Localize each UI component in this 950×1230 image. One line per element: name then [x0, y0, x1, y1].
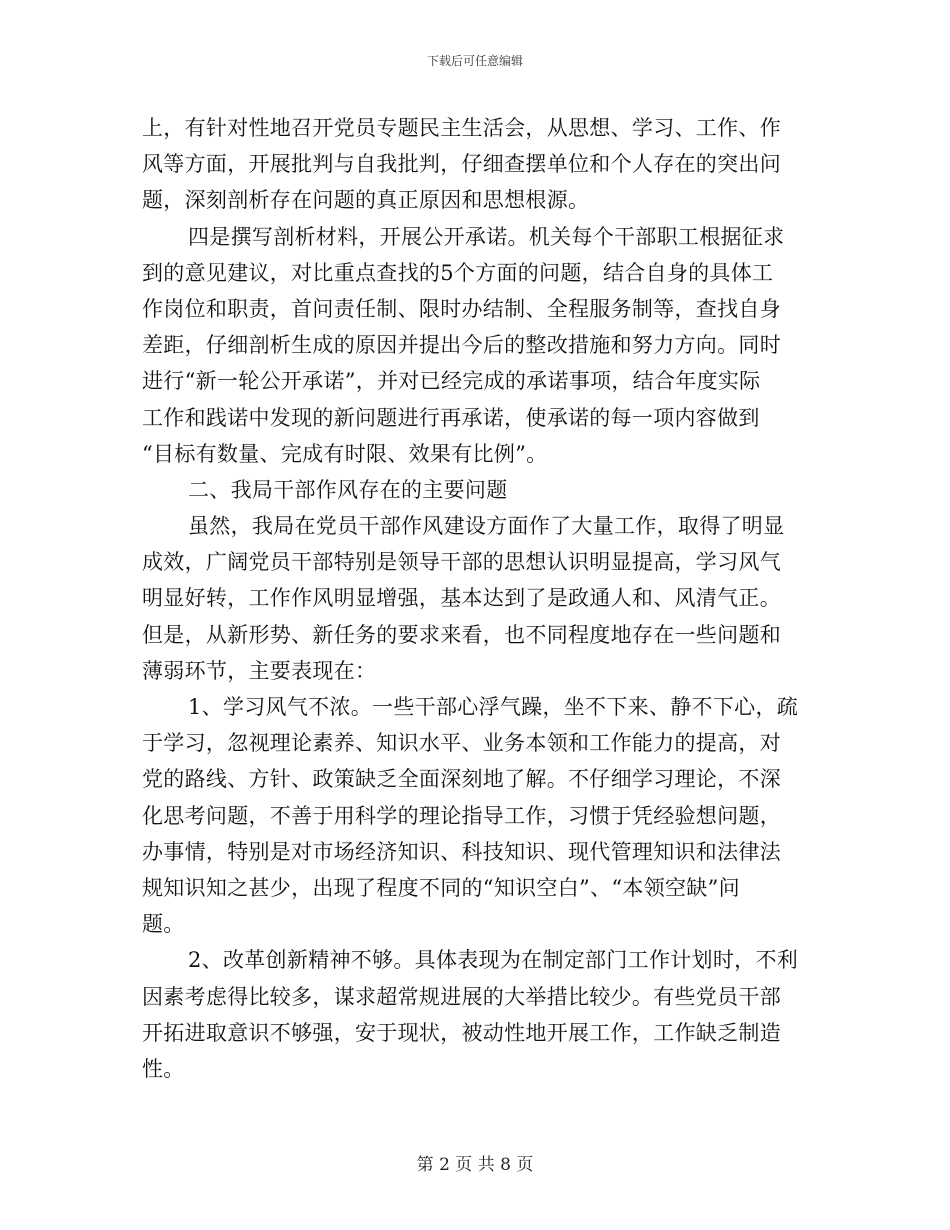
text-line: 工作和践诺中发现的新问题进行再承诺，使承诺的每一项内容做到 — [142, 405, 760, 430]
text-line: 题。 — [142, 912, 185, 937]
paragraph-first-line: 2、改革创新精神不够。具体表现为在制定部门工作计划时，不利 — [188, 948, 799, 973]
paragraph-first-line: 虽然，我局在党员干部作风建设方面作了大量工作，取得了明显 — [188, 514, 785, 539]
text-line: 党的路线、方针、政策缺乏全面深刻地了解。不仔细学习理论，不深 — [142, 767, 781, 792]
paragraph-first-line: 1、学习风气不浓。一些干部心浮气躁，坐不下来、静不下心，疏 — [188, 695, 799, 719]
page-number-footer: 第 2 页 共 8 页 — [416, 1155, 534, 1175]
text-line: 题，深刻剖析存在问题的真正原因和思想根源。 — [142, 188, 590, 213]
text-line: 于学习，忽视理论素养、知识水平、业务本领和工作能力的提高，对 — [142, 731, 781, 756]
text-line: 差距，仔细剖析生成的原因并提出今后的整改措施和努力方向。同时 — [142, 333, 781, 358]
text-line: 成效，广阔党员干部特别是领导干部的思想认识明显提高，学习风气 — [142, 550, 781, 575]
text-line: 风等方面，开展批判与自我批判，仔细查摆单位和个人存在的突出问 — [142, 152, 781, 177]
paragraph-first-line: 四是撰写剖析材料，开展公开承诺。机关每个干部职工根据征求 — [188, 224, 785, 249]
text-line: “目标有数量、完成有时限、效果有比例”。 — [142, 441, 548, 466]
text-line: 上，有针对性地召开党员专题民主生活会，从思想、学习、工作、作 — [142, 116, 781, 140]
document-body — [142, 110, 812, 1087]
text-line: 因素考虑得比较多，谋求超常规进展的大举措比较少。有些党员干部 — [142, 984, 781, 1009]
text-line: 但是，从新形势、新任务的要求来看，也不同程度地存在一些问题和 — [142, 622, 781, 647]
text-line: 进行“新一轮公开承诺”，并对已经完成的承诺事项，结合年度实际 — [142, 369, 761, 394]
section-heading: 二、我局干部作风存在的主要问题 — [188, 477, 508, 502]
text-line: 到的意见建议，对比重点查找的5个方面的问题，结合自身的具体工 — [142, 260, 774, 285]
page-header: 下载后可任意编辑 — [426, 54, 523, 68]
text-line: 明显好转，工作作风明显增强，基本达到了是政通人和、风清气正。 — [142, 586, 781, 611]
text-line: 规知识知之甚少，出现了程度不同的“知识空白”、“本领空缺”问 — [142, 875, 740, 900]
text-line: 化思考问题，不善于用科学的理论指导工作，习惯于凭经验想问题， — [142, 803, 781, 828]
text-line: 办事情，特别是对市场经济知识、科技知识、现代管理知识和法律法 — [142, 839, 781, 864]
text-line: 性。 — [142, 1056, 185, 1081]
text-line: 薄弱环节，主要表现在： — [142, 658, 377, 683]
text-line: 作岗位和职责，首问责任制、限时办结制、全程服务制等，查找自身 — [142, 296, 781, 321]
text-line: 开拓进取意识不够强，安于现状，被动性地开展工作，工作缺乏制造 — [142, 1020, 781, 1045]
